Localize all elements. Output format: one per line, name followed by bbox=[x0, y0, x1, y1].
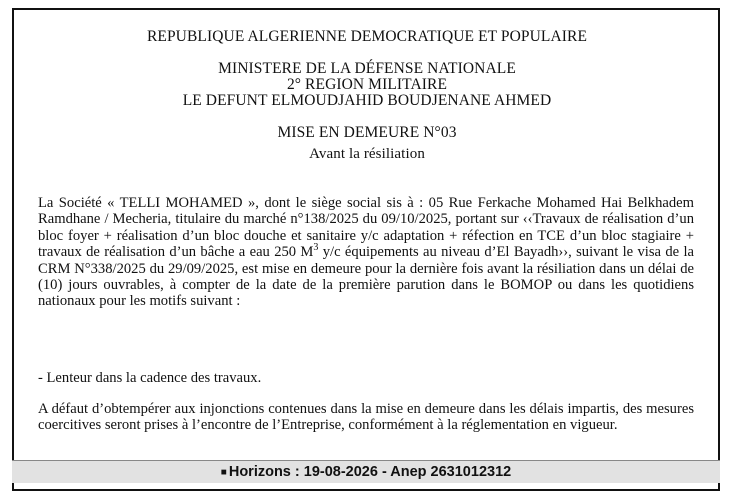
notice-title: MISE EN DEMEURE N°03 bbox=[277, 124, 457, 141]
body-paragraph-main-part1: La Société « TELLI MOHAMED », dont le siège social sis à : 05 Rue Ferkache Mohamed Hai Belkhadem Ramdhane / Mecheria, titulaire du marché n°138/2025 du 09/10/2025, portant sur ‹‹Travaux de réalisation d’un bloc foyer + réalisation d’un bloc douche et sanitaire y/c adaptation + réfection en TCE d’un bloc stagiaire + travaux de réalisation d’un bâche a eau 250 M bbox=[38, 195, 694, 261]
notice-subtitle: Avant la résiliation bbox=[309, 146, 425, 162]
header-region: 2° REGION MILITAIRE bbox=[286, 76, 448, 93]
body-paragraph-main bbox=[38, 195, 694, 310]
cubic-superscript: 3 bbox=[313, 242, 319, 254]
body-paragraph-reason: - Lenteur dans la cadence des travaux. bbox=[38, 370, 262, 386]
square-bullet-icon: ■ bbox=[220, 467, 227, 478]
footer-text: Horizons : 19-08-2026 - Anep 2631012312 bbox=[228, 464, 512, 480]
header-ministry: MINISTERE DE LA DÉFENSE NATIONALE bbox=[218, 60, 516, 77]
body-paragraph-main-part2: y/c équipements au niveau d’El Bayadh››, suivant le visa de la CRM N°338/2025 du 29/09/2025, est mise en demeure pour la dernière fois avant la résiliation dans un délai de (10) jours ouvrables, à compter de la date de la première parution dans le BOMOP ou dans les quotidiens nationaux pour les motifs suivant : bbox=[38, 244, 694, 310]
header-unit: LE DEFUNT ELMOUDJAHID BOUDJENANE AHMED bbox=[182, 92, 552, 109]
publication-footer bbox=[12, 460, 720, 483]
header-republic: REPUBLIQUE ALGERIENNE DEMOCRATIQUE ET POPULAIRE bbox=[146, 28, 588, 45]
body-paragraph-warning: A défaut d’obtempérer aux injonctions contenues dans la mise en demeure dans les délais impartis, des mesures coercitives seront prises à l’encontre de l’Entreprise, conformément à la réglementation en vigueur. bbox=[38, 401, 694, 434]
